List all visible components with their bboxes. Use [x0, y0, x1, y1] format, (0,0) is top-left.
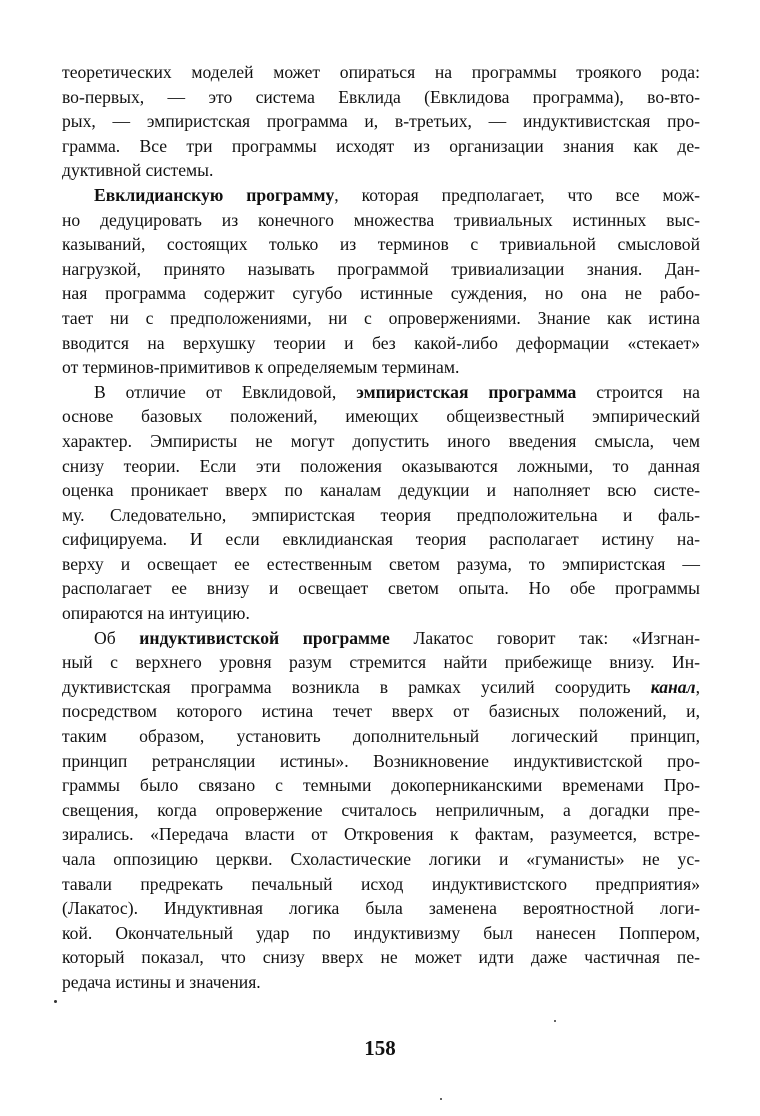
- text-run: , которая предполагает, что все мож-: [334, 184, 700, 205]
- text-run: посредством которого истина течет вверх от базисных положений, и,: [62, 701, 700, 722]
- text-line: [62, 921, 700, 946]
- text-line: [62, 109, 700, 134]
- text-run: вводится на верхушку теории и без какой-либо деформации «стекает»: [62, 332, 700, 353]
- scan-speck: [440, 1098, 442, 1100]
- text-run: редача истины и значения.: [62, 971, 261, 992]
- text-run: нагрузкой, принято называть программой тривиализации знания. Дан-: [62, 258, 700, 279]
- scan-speck: [54, 1000, 57, 1003]
- text-line: [62, 232, 700, 257]
- text-run: му. Следовательно, эмпиристская теория предположительна и фаль-: [62, 504, 700, 525]
- text-line: [62, 429, 700, 454]
- text-line: [62, 85, 700, 110]
- emphasis-run: эмпиристская программа: [356, 381, 577, 402]
- text-line: [62, 454, 700, 479]
- scan-speck: [554, 1020, 556, 1022]
- text-line: [62, 773, 700, 798]
- text-run: ,: [695, 676, 700, 697]
- text-line: [62, 847, 700, 872]
- text-run: тавали предрекать печальный исход индуктивистского предприятия»: [62, 873, 700, 894]
- text-run: кой. Окончательный удар по индуктивизму был нанесен Поппером,: [62, 922, 700, 943]
- text-line: [62, 331, 700, 356]
- text-run: свещения, когда опровержение считалось неприличным, а догадки пре-: [62, 799, 700, 820]
- text-run: дуктивистская программа возникла в рамках усилий соорудить: [62, 676, 651, 697]
- text-run: ный с верхнего уровня разум стремится найти прибежище внизу. Ин-: [62, 652, 700, 673]
- text-run: (Лакатос). Индуктивная логика была заменена вероятностной логи-: [62, 898, 700, 919]
- text-run: верху и освещает ее естественным светом разума, то эмпиристская —: [62, 553, 700, 574]
- text-line: [62, 896, 700, 921]
- text-run: основе базовых положений, имеющих общеизвестный эмпирический: [62, 406, 700, 427]
- text-run: Лакатос говорит так: «Изгнан-: [389, 627, 701, 648]
- text-line: [62, 872, 700, 897]
- text-line: [62, 134, 700, 159]
- text-line: [62, 699, 700, 724]
- text-line: [62, 183, 700, 208]
- text-line: [62, 404, 700, 429]
- text-run: Об: [94, 627, 140, 648]
- text-line: [62, 576, 700, 601]
- text-line: [62, 970, 700, 995]
- text-line: [62, 281, 700, 306]
- text-line: [62, 945, 700, 970]
- text-line: [62, 208, 700, 233]
- text-run: рых, — эмпиристская программа и, в-третьих, — индуктивистская про-: [62, 111, 700, 132]
- text-line: [62, 724, 700, 749]
- text-run: грамма. Все три программы исходят из организации знания как де-: [62, 135, 700, 156]
- text-run: зирались. «Передача власти от Откровения к фактам, разумеется, встре-: [62, 824, 700, 845]
- text-run: тает ни с предположениями, ни с опровержениями. Знание как истина: [62, 307, 700, 328]
- text-run: от терминов-примитивов к определяемым терминам.: [62, 357, 460, 378]
- text-line: [62, 822, 700, 847]
- text-run: оценка проникает вверх по каналам дедукции и наполняет всю систе-: [62, 480, 700, 501]
- text-run: опираются на интуицию.: [62, 603, 250, 624]
- page-number: 158: [364, 1036, 396, 1060]
- text-line: [62, 503, 700, 528]
- text-run: характер. Эмпиристы не могут допустить иного введения смысла, чем: [62, 430, 700, 451]
- text-run: таким образом, установить дополнительный логический принцип,: [62, 726, 700, 747]
- text-line: [62, 380, 700, 405]
- text-line: [62, 552, 700, 577]
- text-run: который показал, что снизу вверх не может идти даже частичная пе-: [62, 947, 700, 968]
- text-line: [62, 675, 700, 700]
- text-run: но дедуцировать из конечного множества тривиальных истинных выс-: [62, 209, 700, 230]
- text-run: во-первых, — это система Евклида (Евклидова программа), во-вто-: [62, 86, 700, 107]
- text-run: теоретических моделей может опираться на программы троякого рода:: [62, 62, 700, 82]
- text-line: [62, 306, 700, 331]
- text-run: сифицируема. И если евклидианская теория располагает истину на-: [62, 529, 700, 550]
- text-line: [62, 798, 700, 823]
- text-run: принцип ретрансляции истины». Возникновение индуктивистской про-: [62, 750, 700, 771]
- text-run: дуктивной системы.: [62, 160, 214, 181]
- text-line: [62, 626, 700, 651]
- text-run: чала оппозицию церкви. Схоластические логики и «гуманисты» не ус-: [62, 849, 700, 869]
- text-run: граммы было связано с темными докоперниканскими временами Про-: [62, 775, 700, 796]
- text-run: строится на: [576, 381, 700, 402]
- emphasis-run: Евклидианскую программу: [94, 184, 335, 205]
- text-line: [62, 749, 700, 774]
- text-line: [62, 527, 700, 552]
- text-line: [62, 158, 700, 183]
- page-body: [62, 60, 700, 995]
- text-run: располагает ее внизу и освещает светом опыта. Но обе программы: [62, 578, 700, 599]
- text-line: [62, 355, 700, 380]
- emphasis-run: индуктивистской программе: [139, 627, 390, 648]
- text-run: ная программа содержит сугубо истинные суждения, но она не рабо-: [62, 283, 700, 304]
- emphasis-run: канал: [650, 676, 696, 697]
- text-line: [62, 478, 700, 503]
- text-line: [62, 60, 700, 85]
- text-line: [62, 257, 700, 282]
- text-run: казываний, состоящих только из терминов с тривиальной смысловой: [62, 234, 700, 255]
- text-run: В отличие от Евклидовой,: [94, 381, 357, 402]
- text-run: снизу теории. Если эти положения оказываются ложными, то данная: [62, 455, 700, 476]
- text-line: [62, 650, 700, 675]
- text-line: [62, 601, 700, 626]
